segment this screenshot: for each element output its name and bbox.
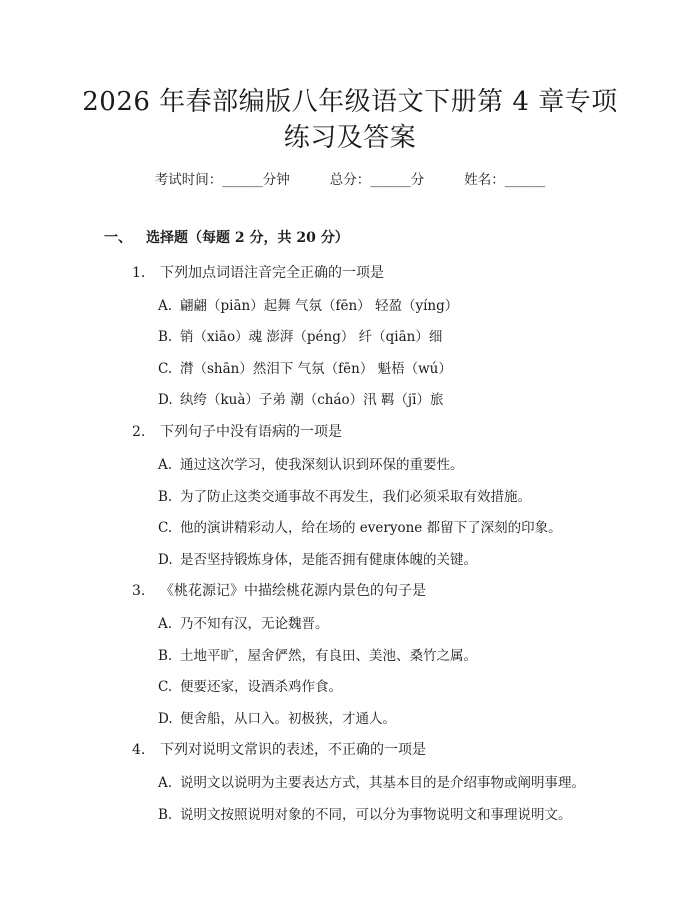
question-number: 2. [132,424,146,440]
option-4a [158,771,585,791]
exam-meta-row [0,168,700,188]
option-text: 潸（shān）然泪下 气氛（fēn） 魁梧（wú） [180,361,452,377]
option-text: 为了防止这类交通事故不再发生，我们必须采取有效措施。 [180,489,531,505]
option-label: B. [158,807,173,823]
option-label: C. [158,361,173,377]
total-score-field: 总分：______分 [329,172,425,188]
question-4 [132,739,426,759]
option-label: C. [158,520,173,536]
option-label: D. [158,552,173,568]
option-3d [158,707,396,727]
option-2b [158,485,531,505]
option-label: A. [158,457,173,473]
option-text: 是否坚持锻炼身体，是能否拥有健康体魄的关键。 [180,552,477,568]
option-label: D. [158,392,173,408]
option-text: 说明文以说明为主要表达方式，其基本目的是介绍事物或阐明事理。 [180,775,585,791]
question-stem: 下列对说明文常识的表述，不正确的一项是 [160,742,426,758]
student-name-field: 姓名：______ [464,172,546,188]
option-1c [158,357,452,377]
question-2 [132,421,342,441]
option-label: A. [158,298,173,314]
option-2a [158,453,464,473]
option-text: 说明文按照说明对象的不同，可以分为事物说明文和事理说明文。 [180,807,572,823]
option-3b [158,644,477,664]
option-1d [158,388,443,408]
option-text: 通过这次学习，使我深刻认识到环保的重要性。 [180,457,464,473]
question-stem: 下列句子中没有语病的一项是 [160,424,342,440]
option-text: 销（xiāo）魂 澎湃（péng） 纤（qiān）细 [180,329,443,345]
question-stem: 《桃花源记》中描绘桃花源内景色的句子是 [160,583,426,599]
option-3a [158,612,329,632]
question-number: 1. [132,265,146,281]
option-2d [158,548,477,568]
option-text: 他的演讲精彩动人，给在场的 everyone 都留下了深刻的印象。 [180,520,562,536]
question-1 [132,262,384,282]
option-4b [158,803,572,823]
option-text: 乃不知有汉，无论魏晋。 [180,616,329,632]
option-2c [158,516,562,536]
option-text: 翩翩（piān）起舞 气氛（fēn） 轻盈（yíng） [180,298,459,314]
question-stem: 下列加点词语注音完全正确的一项是 [160,265,384,281]
option-text: 便要还家，设酒杀鸡作食。 [180,679,342,695]
page-title-line1: 2026 年春部编版八年级语文下册第 4 章专项 [82,87,618,117]
option-text: 土地平旷，屋舍俨然，有良田、美池、桑竹之属。 [180,648,477,664]
option-text: 纨绔（kuà）子弟 潮（cháo）汛 羁（jī）旅 [180,392,444,408]
section-number: 一、 [104,230,132,246]
option-label: B. [158,489,173,505]
option-3c [158,675,342,695]
option-label: B. [158,329,173,345]
option-1b [158,325,442,345]
section-heading [104,227,349,247]
exam-time-field: 考试时间：______分钟 [154,172,290,188]
question-number: 4. [132,742,146,758]
question-number: 3. [132,583,146,599]
option-label: D. [158,711,173,727]
section-title: 选择题（每题 2 分，共 20 分） [146,230,349,246]
option-label: C. [158,679,173,695]
option-label: A. [158,616,173,632]
option-label: B. [158,648,173,664]
page-title-line2: 练习及答案 [283,123,417,153]
option-label: A. [158,775,173,791]
option-1a [158,294,458,314]
question-3 [132,580,426,600]
option-text: 便舍船，从口入。初极狭，才通人。 [180,711,396,727]
